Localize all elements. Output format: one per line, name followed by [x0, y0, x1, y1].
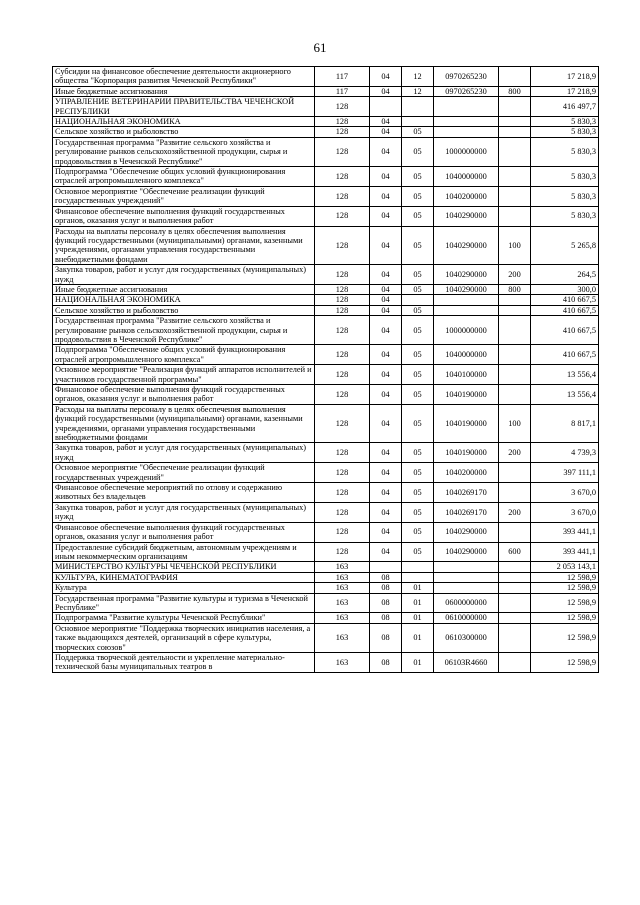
expense-name-cell: Основное мероприятие "Обеспечение реализации функций государственных учреждений"	[53, 463, 315, 483]
amount-cell: 2 053 143,1	[531, 562, 599, 572]
target-article-cell: 0610300000	[434, 623, 499, 652]
expense-name-cell: Субсидии на финансовое обеспечение деятельности акционерного общества "Корпорация развития Чеченской Республики"	[53, 67, 315, 87]
ministry-code-cell: 163	[315, 652, 370, 672]
target-article-cell: 1040290000	[434, 265, 499, 285]
subsection-code-cell: 05	[402, 186, 434, 206]
expense-name-cell: Предоставление субсидий бюджетным, автономным учреждениям и иным некоммерческим организациям	[53, 542, 315, 562]
ministry-code-cell: 163	[315, 583, 370, 593]
ministry-code-cell: 128	[315, 483, 370, 503]
expense-name-cell: Финансовое обеспечение выполнения функций государственных органов, оказания услуг и выполнения работ	[53, 385, 315, 405]
amount-cell: 12 598,9	[531, 623, 599, 652]
subsection-code-cell: 05	[402, 127, 434, 137]
subsection-code-cell: 12	[402, 86, 434, 96]
subsection-code-cell: 05	[402, 226, 434, 265]
expense-type-cell	[499, 67, 531, 87]
amount-cell: 5 830,3	[531, 137, 599, 166]
amount-cell: 410 667,5	[531, 345, 599, 365]
subsection-code-cell: 05	[402, 404, 434, 443]
section-code-cell: 08	[370, 623, 402, 652]
section-code-cell	[370, 562, 402, 572]
amount-cell: 12 598,9	[531, 583, 599, 593]
target-article-cell: 1040200000	[434, 186, 499, 206]
target-article-cell: 0600000000	[434, 593, 499, 613]
amount-cell: 410 667,5	[531, 295, 599, 305]
section-code-cell: 04	[370, 483, 402, 503]
target-article-cell	[434, 97, 499, 117]
table-row	[53, 86, 599, 96]
section-code-cell: 04	[370, 345, 402, 365]
expense-type-cell	[499, 613, 531, 623]
table-row	[53, 613, 599, 623]
expense-type-cell: 200	[499, 265, 531, 285]
table-row	[53, 167, 599, 187]
section-code-cell: 04	[370, 127, 402, 137]
subsection-code-cell: 01	[402, 613, 434, 623]
section-code-cell: 04	[370, 186, 402, 206]
expense-name-cell: Государственная программа "Развитие сельского хозяйства и регулирование рынков сельскохозяйственной продукции, сырья и продовольствия в Чеченской Республике"	[53, 137, 315, 166]
amount-cell: 17 218,9	[531, 86, 599, 96]
expense-type-cell	[499, 316, 531, 345]
table-row	[53, 284, 599, 294]
table-row	[53, 483, 599, 503]
amount-cell: 13 556,4	[531, 385, 599, 405]
ministry-code-cell: 128	[315, 206, 370, 226]
expense-type-cell	[499, 117, 531, 127]
table-row	[53, 345, 599, 365]
expense-type-cell: 800	[499, 86, 531, 96]
amount-cell: 5 830,3	[531, 117, 599, 127]
subsection-code-cell: 05	[402, 137, 434, 166]
expense-name-cell: Основное мероприятие "Обеспечение реализации функций государственных учреждений"	[53, 186, 315, 206]
ministry-code-cell: 128	[315, 186, 370, 206]
expense-type-cell	[499, 652, 531, 672]
ministry-code-cell: 128	[315, 265, 370, 285]
ministry-code-cell: 128	[315, 167, 370, 187]
target-article-cell: 0970265230	[434, 86, 499, 96]
amount-cell: 410 667,5	[531, 305, 599, 315]
section-code-cell: 04	[370, 284, 402, 294]
expense-type-cell: 100	[499, 404, 531, 443]
target-article-cell: 1040290000	[434, 284, 499, 294]
expense-type-cell: 200	[499, 443, 531, 463]
expense-type-cell: 600	[499, 542, 531, 562]
expense-type-cell	[499, 522, 531, 542]
expense-type-cell	[499, 385, 531, 405]
amount-cell: 300,0	[531, 284, 599, 294]
amount-cell: 5 830,3	[531, 167, 599, 187]
ministry-code-cell: 128	[315, 295, 370, 305]
section-code-cell	[370, 97, 402, 117]
table-row	[53, 137, 599, 166]
section-code-cell: 04	[370, 206, 402, 226]
ministry-code-cell: 128	[315, 463, 370, 483]
expense-name-cell: Подпрограмма "Обеспечение общих условий функционирования отраслей агропромышленного комплекса"	[53, 345, 315, 365]
table-row	[53, 97, 599, 117]
subsection-code-cell: 05	[402, 265, 434, 285]
table-row	[53, 593, 599, 613]
subsection-code-cell: 05	[402, 167, 434, 187]
ministry-code-cell: 163	[315, 593, 370, 613]
amount-cell: 4 739,3	[531, 443, 599, 463]
ministry-code-cell: 128	[315, 404, 370, 443]
expense-name-cell: Иные бюджетные ассигнования	[53, 86, 315, 96]
subsection-code-cell: 05	[402, 443, 434, 463]
subsection-code-cell: 05	[402, 483, 434, 503]
table-row	[53, 522, 599, 542]
amount-cell: 12 598,9	[531, 593, 599, 613]
expense-name-cell: Финансовое обеспечение мероприятий по отлову и содержанию животных без владельцев	[53, 483, 315, 503]
target-article-cell: 0610000000	[434, 613, 499, 623]
subsection-code-cell: 05	[402, 522, 434, 542]
expense-type-cell	[499, 623, 531, 652]
ministry-code-cell: 128	[315, 522, 370, 542]
table-row	[53, 316, 599, 345]
expense-type-cell	[499, 483, 531, 503]
table-row	[53, 652, 599, 672]
amount-cell: 5 830,3	[531, 127, 599, 137]
amount-cell: 397 111,1	[531, 463, 599, 483]
section-code-cell: 04	[370, 117, 402, 127]
section-code-cell: 04	[370, 542, 402, 562]
subsection-code-cell: 01	[402, 623, 434, 652]
table-row	[53, 443, 599, 463]
target-article-cell: 1040269170	[434, 502, 499, 522]
amount-cell: 416 497,7	[531, 97, 599, 117]
expense-name-cell: Основное мероприятие "Реализация функций аппаратов исполнителей и участников государственной программы"	[53, 365, 315, 385]
table-row	[53, 562, 599, 572]
expense-name-cell: НАЦИОНАЛЬНАЯ ЭКОНОМИКА	[53, 295, 315, 305]
ministry-code-cell: 128	[315, 385, 370, 405]
ministry-code-cell: 128	[315, 305, 370, 315]
expense-name-cell: Сельское хозяйство и рыболовство	[53, 305, 315, 315]
ministry-code-cell: 128	[315, 97, 370, 117]
table-row	[53, 463, 599, 483]
section-code-cell: 04	[370, 404, 402, 443]
expense-name-cell: УПРАВЛЕНИЕ ВЕТЕРИНАРИИ ПРАВИТЕЛЬСТВА ЧЕЧЕНСКОЙ РЕСПУБЛИКИ	[53, 97, 315, 117]
table-body	[53, 67, 599, 673]
section-code-cell: 04	[370, 365, 402, 385]
amount-cell: 3 670,0	[531, 502, 599, 522]
section-code-cell: 04	[370, 295, 402, 305]
table-row	[53, 502, 599, 522]
subsection-code-cell: 01	[402, 593, 434, 613]
ministry-code-cell: 128	[315, 284, 370, 294]
subsection-code-cell: 01	[402, 583, 434, 593]
amount-cell: 5 265,8	[531, 226, 599, 265]
expense-type-cell	[499, 593, 531, 613]
expense-type-cell	[499, 305, 531, 315]
amount-cell: 12 598,9	[531, 572, 599, 582]
subsection-code-cell: 12	[402, 67, 434, 87]
table-row	[53, 623, 599, 652]
target-article-cell: 1040290000	[434, 522, 499, 542]
amount-cell: 3 670,0	[531, 483, 599, 503]
ministry-code-cell: 163	[315, 562, 370, 572]
expense-name-cell: Расходы на выплаты персоналу в целях обеспечения выполнения функций государственными (муниципальными) органами, казенными учреждениями, органами управления государственными внебюджетными фондами	[53, 404, 315, 443]
ministry-code-cell: 128	[315, 542, 370, 562]
expense-type-cell	[499, 137, 531, 166]
expense-name-cell: Иные бюджетные ассигнования	[53, 284, 315, 294]
expense-name-cell: Закупка товаров, работ и услуг для государственных (муниципальных) нужд	[53, 502, 315, 522]
ministry-code-cell: 128	[315, 127, 370, 137]
ministry-code-cell: 163	[315, 623, 370, 652]
expense-name-cell: Финансовое обеспечение выполнения функций государственных органов, оказания услуг и выполнения работ	[53, 206, 315, 226]
table-row	[53, 127, 599, 137]
expense-name-cell: Сельское хозяйство и рыболовство	[53, 127, 315, 137]
expense-type-cell	[499, 583, 531, 593]
expense-type-cell	[499, 97, 531, 117]
expense-type-cell	[499, 186, 531, 206]
expense-name-cell: Закупка товаров, работ и услуг для государственных (муниципальных) нужд	[53, 265, 315, 285]
section-code-cell: 04	[370, 463, 402, 483]
expense-type-cell	[499, 463, 531, 483]
section-code-cell: 08	[370, 613, 402, 623]
target-article-cell: 1040000000	[434, 345, 499, 365]
expense-type-cell	[499, 206, 531, 226]
subsection-code-cell: 05	[402, 365, 434, 385]
ministry-code-cell: 163	[315, 613, 370, 623]
amount-cell: 410 667,5	[531, 316, 599, 345]
subsection-code-cell: 01	[402, 652, 434, 672]
ministry-code-cell: 117	[315, 67, 370, 87]
amount-cell: 8 817,1	[531, 404, 599, 443]
target-article-cell	[434, 572, 499, 582]
expense-name-cell: Государственная программа "Развитие культуры и туризма в Чеченской Республике"	[53, 593, 315, 613]
expense-name-cell: Подпрограмма "Развитие культуры Чеченской Республики"	[53, 613, 315, 623]
expense-name-cell: Поддержка творческой деятельности и укрепление материально-технической базы муниципальных театров в	[53, 652, 315, 672]
target-article-cell: 1000000000	[434, 137, 499, 166]
amount-cell: 17 218,9	[531, 67, 599, 87]
target-article-cell: 1000000000	[434, 316, 499, 345]
subsection-code-cell: 05	[402, 284, 434, 294]
section-code-cell: 04	[370, 316, 402, 345]
section-code-cell: 08	[370, 583, 402, 593]
ministry-code-cell: 128	[315, 345, 370, 365]
expense-name-cell: Закупка товаров, работ и услуг для государственных (муниципальных) нужд	[53, 443, 315, 463]
table-row	[53, 305, 599, 315]
target-article-cell	[434, 305, 499, 315]
table-row	[53, 542, 599, 562]
table-row	[53, 572, 599, 582]
subsection-code-cell	[402, 572, 434, 582]
target-article-cell: 1040100000	[434, 365, 499, 385]
section-code-cell: 04	[370, 522, 402, 542]
subsection-code-cell: 05	[402, 502, 434, 522]
subsection-code-cell: 05	[402, 542, 434, 562]
target-article-cell: 0970265230	[434, 67, 499, 87]
target-article-cell	[434, 295, 499, 305]
section-code-cell: 04	[370, 502, 402, 522]
table-row	[53, 226, 599, 265]
section-code-cell: 04	[370, 67, 402, 87]
expense-name-cell: Культура	[53, 583, 315, 593]
expense-type-cell	[499, 295, 531, 305]
section-code-cell: 08	[370, 652, 402, 672]
ministry-code-cell: 128	[315, 502, 370, 522]
section-code-cell: 04	[370, 385, 402, 405]
expense-type-cell	[499, 127, 531, 137]
amount-cell: 13 556,4	[531, 365, 599, 385]
target-article-cell	[434, 117, 499, 127]
amount-cell: 12 598,9	[531, 613, 599, 623]
amount-cell: 393 441,1	[531, 522, 599, 542]
amount-cell: 393 441,1	[531, 542, 599, 562]
table-row	[53, 404, 599, 443]
expense-name-cell: НАЦИОНАЛЬНАЯ ЭКОНОМИКА	[53, 117, 315, 127]
expense-name-cell: Государственная программа "Развитие сельского хозяйства и регулирование рынков сельскохозяйственной продукции, сырья и продовольствия в Чеченской Республике"	[53, 316, 315, 345]
subsection-code-cell: 05	[402, 305, 434, 315]
target-article-cell: 1040290000	[434, 226, 499, 265]
target-article-cell: 1040190000	[434, 443, 499, 463]
target-article-cell: 1040000000	[434, 167, 499, 187]
expense-type-cell: 800	[499, 284, 531, 294]
amount-cell: 264,5	[531, 265, 599, 285]
table-row	[53, 365, 599, 385]
section-code-cell: 04	[370, 226, 402, 265]
table-row	[53, 117, 599, 127]
section-code-cell: 04	[370, 265, 402, 285]
ministry-code-cell: 128	[315, 365, 370, 385]
subsection-code-cell	[402, 295, 434, 305]
target-article-cell: 06103R4660	[434, 652, 499, 672]
table-row	[53, 583, 599, 593]
subsection-code-cell: 05	[402, 206, 434, 226]
expense-type-cell: 200	[499, 502, 531, 522]
expense-name-cell: Основное мероприятие "Поддержка творческих инициатив населения, а также выдающихся деятелей, организаций в сфере культуры, творческих союзов"	[53, 623, 315, 652]
subsection-code-cell: 05	[402, 385, 434, 405]
section-code-cell: 08	[370, 593, 402, 613]
table-row	[53, 295, 599, 305]
expense-name-cell: Финансовое обеспечение выполнения функций государственных органов, оказания услуг и выполнения работ	[53, 522, 315, 542]
subsection-code-cell	[402, 117, 434, 127]
amount-cell: 12 598,9	[531, 652, 599, 672]
expense-name-cell: МИНИСТЕРСТВО КУЛЬТУРЫ ЧЕЧЕНСКОЙ РЕСПУБЛИКИ	[53, 562, 315, 572]
expense-type-cell	[499, 167, 531, 187]
section-code-cell: 04	[370, 167, 402, 187]
expense-type-cell: 100	[499, 226, 531, 265]
expense-type-cell	[499, 365, 531, 385]
ministry-code-cell: 128	[315, 443, 370, 463]
target-article-cell: 1040269170	[434, 483, 499, 503]
subsection-code-cell	[402, 562, 434, 572]
expense-name-cell: Расходы на выплаты персоналу в целях обеспечения выполнения функций государственными (муниципальными) органами, казенными учреждениями, органами управления государственными внебюджетными фондами	[53, 226, 315, 265]
table-row	[53, 385, 599, 405]
expense-type-cell	[499, 345, 531, 365]
ministry-code-cell: 117	[315, 86, 370, 96]
expense-type-cell	[499, 562, 531, 572]
ministry-code-cell: 128	[315, 137, 370, 166]
subsection-code-cell	[402, 97, 434, 117]
ministry-code-cell: 163	[315, 572, 370, 582]
table-row	[53, 186, 599, 206]
ministry-code-cell: 128	[315, 117, 370, 127]
budget-table	[52, 66, 599, 673]
amount-cell: 5 830,3	[531, 206, 599, 226]
target-article-cell: 1040290000	[434, 542, 499, 562]
target-article-cell	[434, 562, 499, 572]
table-row	[53, 67, 599, 87]
page-number: 61	[313, 40, 327, 55]
ministry-code-cell: 128	[315, 226, 370, 265]
subsection-code-cell: 05	[402, 463, 434, 483]
expense-type-cell	[499, 572, 531, 582]
target-article-cell: 1040290000	[434, 206, 499, 226]
target-article-cell	[434, 583, 499, 593]
section-code-cell: 04	[370, 137, 402, 166]
expense-name-cell: КУЛЬТУРА, КИНЕМАТОГРАФИЯ	[53, 572, 315, 582]
section-code-cell: 04	[370, 86, 402, 96]
ministry-code-cell: 128	[315, 316, 370, 345]
table-row	[53, 206, 599, 226]
expense-name-cell: Подпрограмма "Обеспечение общих условий функционирования отраслей агропромышленного комплекса"	[53, 167, 315, 187]
subsection-code-cell: 05	[402, 316, 434, 345]
amount-cell: 5 830,3	[531, 186, 599, 206]
section-code-cell: 04	[370, 443, 402, 463]
target-article-cell: 1040190000	[434, 404, 499, 443]
target-article-cell	[434, 127, 499, 137]
target-article-cell: 1040190000	[434, 385, 499, 405]
table-row	[53, 265, 599, 285]
target-article-cell: 1040200000	[434, 463, 499, 483]
subsection-code-cell: 05	[402, 345, 434, 365]
section-code-cell: 04	[370, 305, 402, 315]
section-code-cell: 08	[370, 572, 402, 582]
